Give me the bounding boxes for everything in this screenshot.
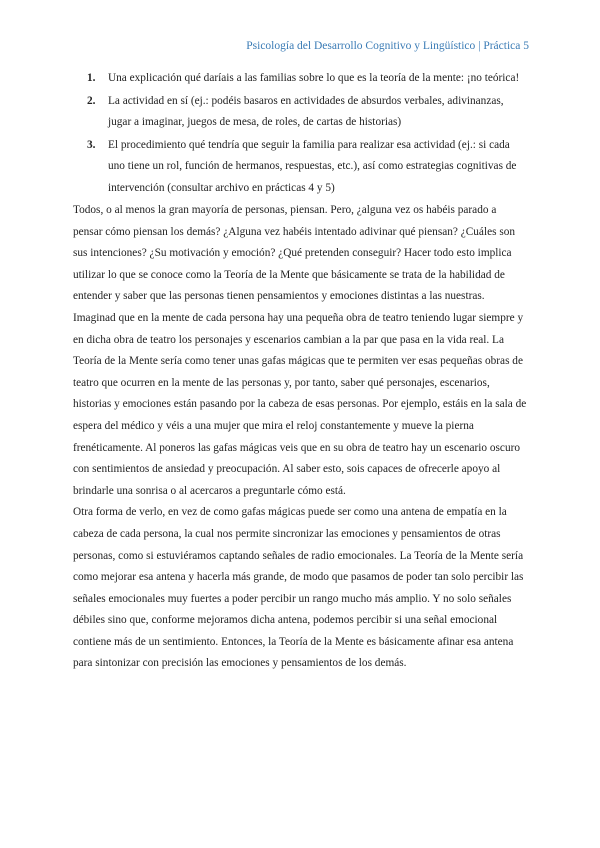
list-item-number: 3. xyxy=(87,138,96,151)
page-content xyxy=(73,68,528,675)
list-item-text: La actividad en sí (ej.: podéis basaros en actividades de absurdos verbales, adivinanzas, jugar a imaginar, juegos de mesa, de roles, de cartas de historias) xyxy=(108,94,504,128)
list-item-number: 1. xyxy=(87,72,96,84)
list-item xyxy=(73,68,528,90)
paragraph-antenna-metaphor: Otra forma de verlo, en vez de como gafas mágicas puede ser como una antena de empatía en la cabeza de cada persona, la cual nos permite sincronizar las emociones y pensamientos de otras personas, como si estuviéramos captando señales de radio emocionales. La Teoría de la Mente sería como mejorar esa antena y hacerla más grande, de modo que pasamos de poder tan solo percibir las señales emocionales muy fuertes a poder percibir un rango mucho más amplio. Y no solo señales débiles sino que, conforme mejoramos dicha antena, podemos percibir si una señal emocional contiene más de un sentimiento. Entonces, la Teoría de la Mente es básicamente afinar esa antena para sintonizar con precisión las emociones y pensamientos de los demás. xyxy=(73,506,524,670)
paragraph-theory-of-mind-intro: Todos, o al menos la gran mayoría de personas, piensan. Pero, ¿alguna vez os habéis parado a pensar cómo piensan los demás? ¿Alguna vez habéis intentado adivinar qué piensan? ¿Cuáles son sus intenciones? ¿Su motivación y emoción? ¿Qué pretenden conseguir? Hacer todo esto implica utilizar lo que se conoce como la Teoría de la Mente que básicamente se trata de la habilidad de entender y saber que las personas tienen pensamientos y emociones distintas a las nuestras. xyxy=(73,204,516,303)
list-item-text: Una explicación qué daríais a las familias sobre lo que es la teoría de la mente: ¡no teórica! xyxy=(108,72,520,84)
numbered-list xyxy=(73,68,528,199)
list-item xyxy=(73,91,528,134)
list-item xyxy=(73,135,528,200)
list-item-number: 2. xyxy=(87,94,96,107)
running-header: Psicología del Desarrollo Cognitivo y Lingüístico | Práctica 5 xyxy=(246,40,529,52)
paragraph-theatre-metaphor: Imaginad que en la mente de cada persona hay una pequeña obra de teatro teniendo lugar siempre y en dicha obra de teatro los personajes y escenarios cambian a la par que pasa en la vida real. La Teoría de la Mente sería como tener unas gafas mágicas que te permiten ver esas pequeñas obras de teatro que ocurren en la mente de las personas y, por tanto, saber qué personajes, escenarios, historias y emociones están pasando por la cabeza de esas personas. Por ejemplo, estáis en la sala de espera del médico y véis a una mujer que mira el reloj constantemente y mueve la pierna frenéticamente. Al poneros las gafas mágicas veis que en su obra de teatro hay un escenario oscuro con sentimientos de ansiedad y preocupación. Al saber esto, sois capaces de ofrecerle apoyo al brindarle una sonrisa o al acercaros a preguntarle cómo está. xyxy=(73,311,527,497)
list-item-text: El procedimiento qué tendría que seguir la familia para realizar esa actividad (ej.: si cada uno tiene un rol, función de hermanos, respuestas, etc.), así como estrategias cognitivas de intervención (consultar archivo en prácticas 4 y 5) xyxy=(108,138,517,194)
